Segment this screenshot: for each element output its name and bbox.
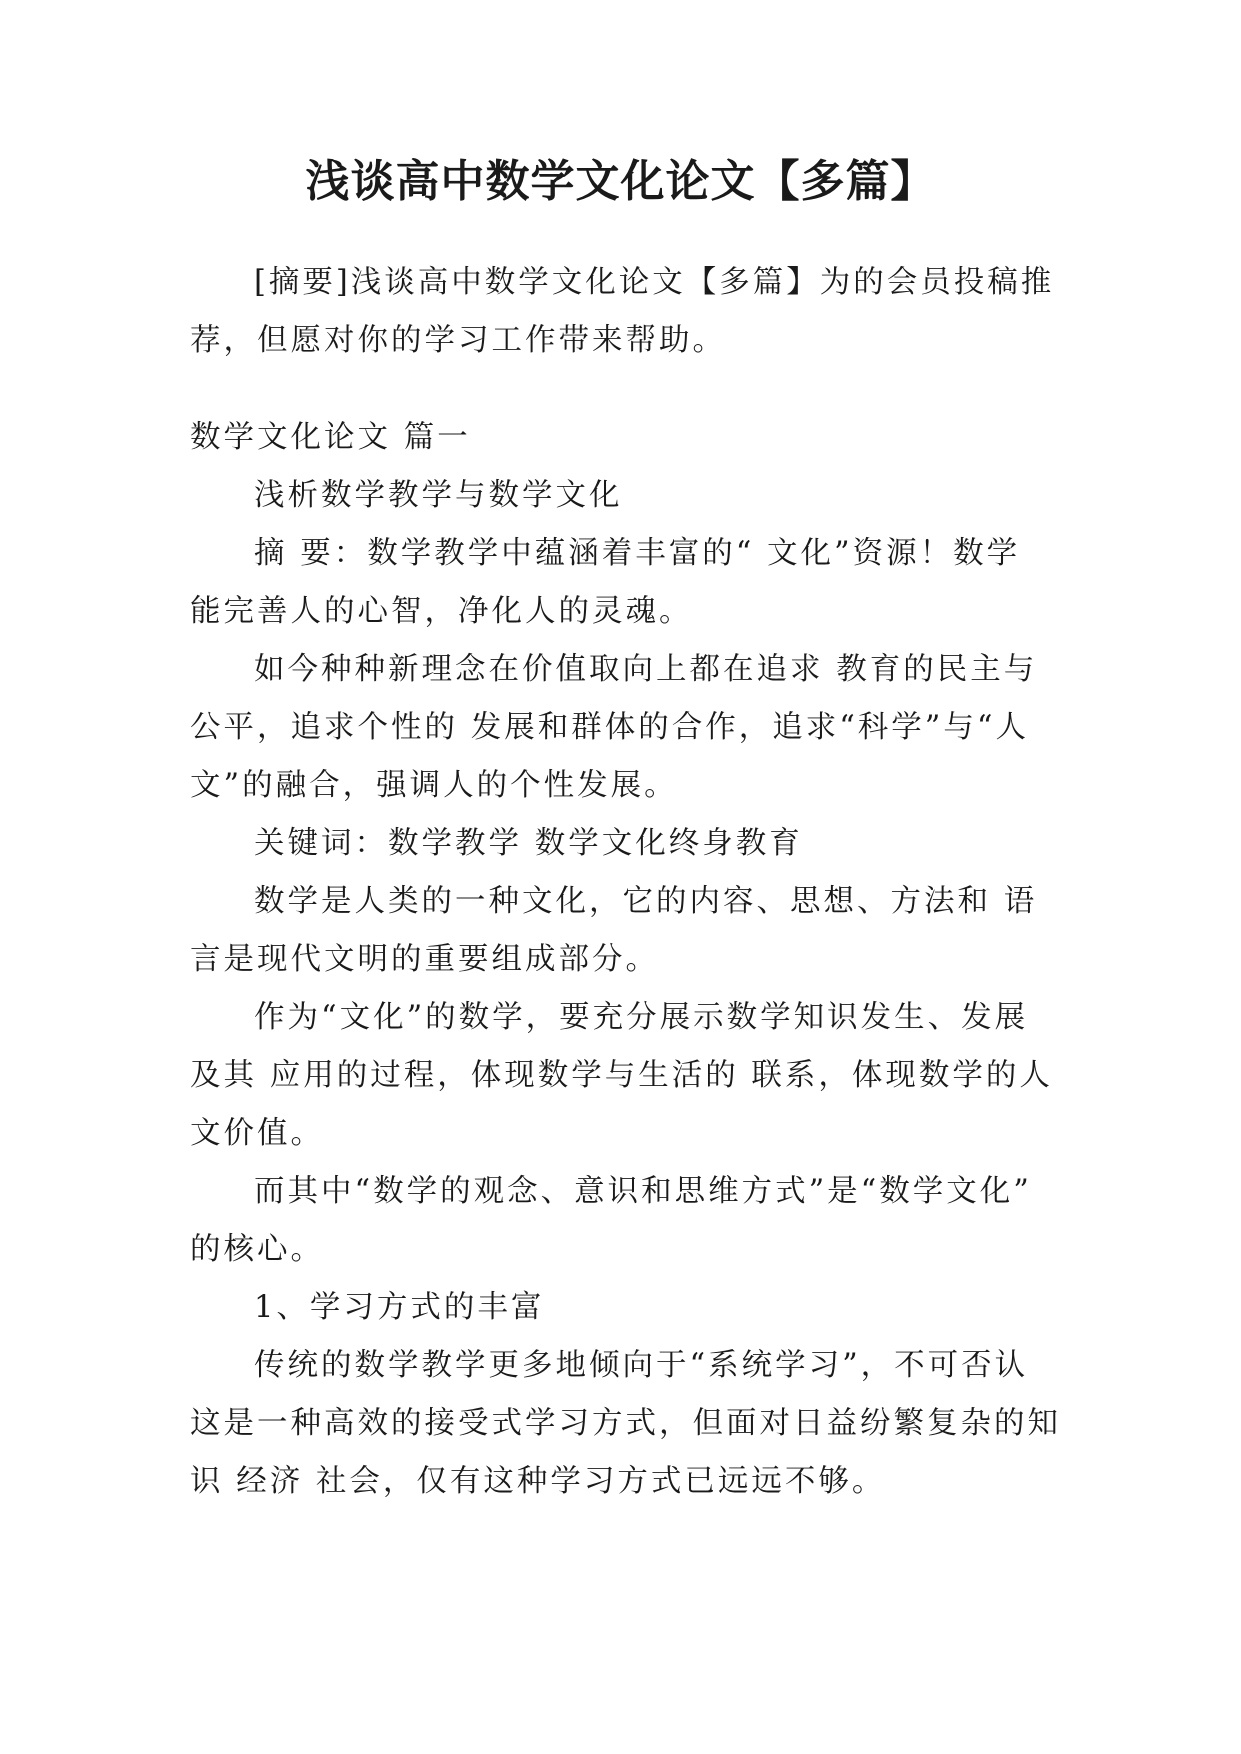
paragraph-line: 的核心。 bbox=[190, 1232, 324, 1267]
document-title: 浅谈高中数学文化论文【多篇】 bbox=[305, 156, 936, 207]
paragraph-line: 而其中“数学的观念、意识和思维方式”是“数学文化” bbox=[254, 1174, 1032, 1209]
paragraph-line: 文价值。 bbox=[190, 1116, 324, 1151]
abstract-line: [摘要]浅谈高中数学文化论文【多篇】为的会员投稿推 bbox=[254, 265, 1055, 300]
summary-line: 能完善人的心智，净化人的灵魂。 bbox=[190, 594, 693, 629]
paragraph-line: 言是现代文明的重要组成部分。 bbox=[190, 942, 659, 977]
summary-line: 摘 要：数学教学中蕴涵着丰富的“ 文化”资源！数学 bbox=[254, 536, 1021, 571]
article-subtitle: 浅析数学教学与数学文化 bbox=[254, 478, 623, 513]
paragraph-line: 公平，追求个性的 发展和群体的合作，追求“科学”与“人 bbox=[190, 710, 1029, 745]
paragraph-line: 及其 应用的过程，体现数学与生活的 联系，体现数学的人 bbox=[190, 1058, 1053, 1093]
section-heading: 数学文化论文 篇一 bbox=[190, 420, 471, 455]
paragraph-line: 数学是人类的一种文化，它的内容、思想、方法和 语 bbox=[254, 884, 1038, 919]
paragraph-line: 文”的融合，强调人的个性发展。 bbox=[190, 768, 678, 803]
paragraph-line: 传统的数学教学更多地倾向于“系统学习”，不可否认 bbox=[254, 1348, 1029, 1383]
paragraph-line: 这是一种高效的接受式学习方式，但面对日益纷繁复杂的知 bbox=[190, 1406, 1061, 1441]
paragraph-line: 作为“文化”的数学，要充分展示数学知识发生、发展 bbox=[254, 1000, 1029, 1035]
abstract-line: 荐，但愿对你的学习工作带来帮助。 bbox=[190, 323, 726, 358]
abstract-paragraph bbox=[190, 254, 1055, 370]
keywords-line: 关键词：数学教学 数学文化终身教育 bbox=[254, 826, 803, 861]
paragraph-line: 如今种种新理念在价值取向上都在追求 教育的民主与 bbox=[254, 652, 1038, 687]
body-content bbox=[190, 409, 1061, 1511]
paragraph-line: 识 经济 社会，仅有这种学习方式已远远不够。 bbox=[190, 1464, 886, 1499]
subsection-heading: 1、学习方式的丰富 bbox=[254, 1290, 545, 1325]
